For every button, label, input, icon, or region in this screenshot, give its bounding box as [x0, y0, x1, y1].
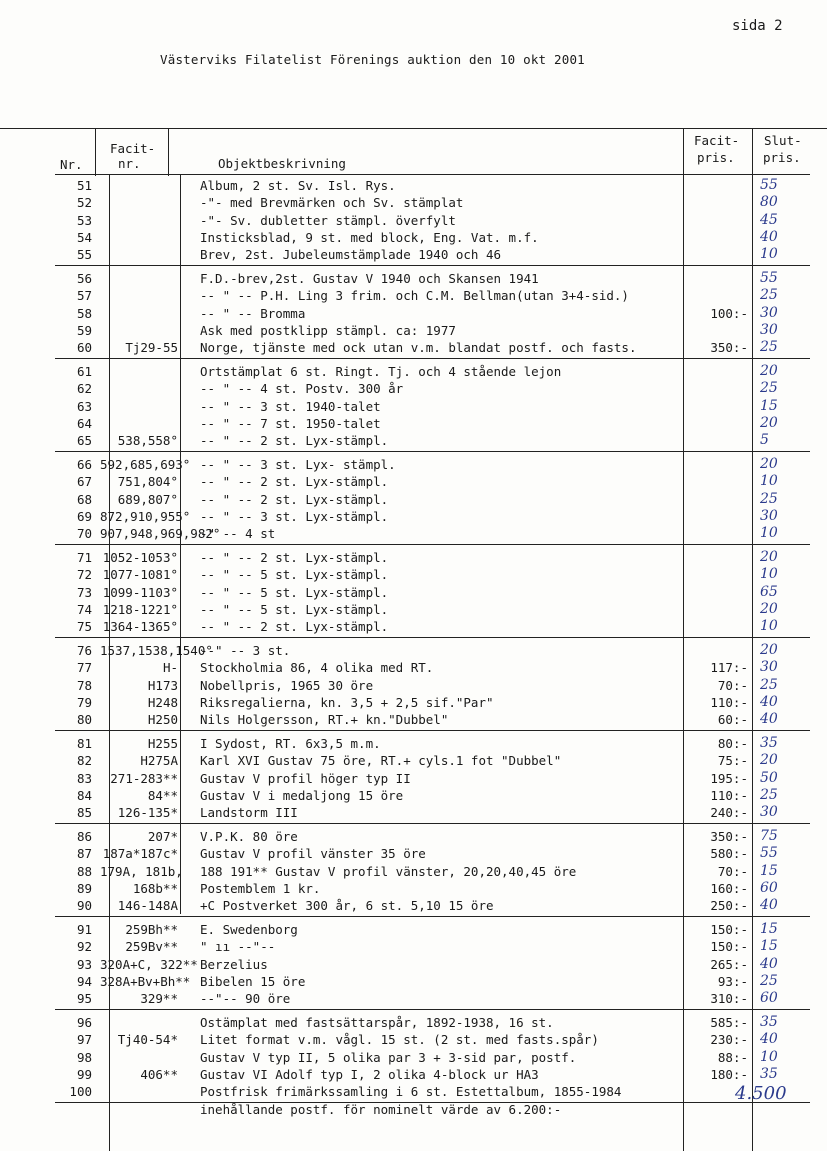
facit-number: 126-135*	[117, 805, 178, 821]
group-separator	[55, 1009, 810, 1010]
lot-number: 61	[76, 364, 92, 379]
object-description: Gustav V i medaljong 15 öre	[200, 787, 404, 803]
final-price: 65	[760, 583, 778, 600]
facit-price: 240:-	[710, 805, 748, 821]
table-row	[0, 711, 827, 728]
table-row	[0, 456, 827, 473]
object-description: Norge, tjänste med ock utan v.m. blandat postf. och fasts.	[200, 340, 637, 356]
final-price: 40	[760, 711, 778, 728]
final-price: 35	[760, 1065, 778, 1082]
object-description: -- " -- 2 st. Lyx-stämpl.	[200, 433, 389, 449]
header-nr: Nr.	[60, 157, 83, 172]
lot-number: 68	[76, 491, 92, 507]
header-top-rule	[0, 128, 827, 129]
object-description: E. Swedenborg	[200, 922, 298, 937]
facit-price: 110:-	[710, 787, 748, 803]
table-row	[0, 473, 827, 490]
table-row	[0, 938, 827, 955]
lot-number: 93	[76, 956, 92, 972]
final-price: 80	[760, 194, 778, 211]
lot-number: 90	[76, 898, 92, 914]
lot-number: 66	[76, 457, 92, 472]
final-price: 45	[760, 211, 778, 228]
facit-number: 592,685,693°	[100, 457, 191, 472]
facit-number: 179A, 181b,	[100, 863, 183, 879]
header-facit-nr-line1: Facit-	[110, 141, 156, 156]
table-row	[0, 525, 827, 542]
final-price: 15	[760, 921, 778, 937]
lot-number: 91	[76, 922, 92, 937]
object-description: Gustav V profil vänster 35 öre	[200, 846, 426, 862]
lot-number: 54	[76, 229, 92, 245]
object-description: inehållande postf. för nominelt värde av 6.200:-	[200, 1101, 562, 1117]
table-row	[0, 415, 827, 432]
table-row	[0, 956, 827, 973]
object-description: Ostämplat med fastsättarspår, 1892-1938, 16 st.	[200, 1015, 554, 1030]
facit-price: 180:-	[710, 1066, 748, 1082]
final-price: 40	[760, 897, 778, 914]
final-price: 40	[760, 955, 778, 972]
lot-number: 76	[76, 643, 92, 658]
facit-number: 872,910,955°	[100, 508, 191, 524]
object-description: -- " -- 5 st. Lyx-stämpl.	[200, 601, 389, 617]
object-description: -" -- 4 st	[200, 526, 276, 542]
lot-number: 65	[76, 433, 92, 449]
facit-price: 585:-	[710, 1015, 748, 1030]
lot-number: 99	[76, 1066, 92, 1082]
final-price: 60	[760, 990, 778, 1007]
facit-number: H-	[162, 660, 178, 676]
object-description: Berzelius	[200, 956, 268, 972]
table-row	[0, 322, 827, 339]
lot-number: 81	[76, 736, 92, 751]
lot-number: 89	[76, 880, 92, 896]
group-separator	[55, 265, 810, 266]
object-description: Bibelen 15 öre	[200, 973, 306, 989]
facit-price: 80:-	[717, 736, 748, 751]
object-description: Gustav V profil höger typ II	[200, 770, 411, 786]
lot-number: 56	[76, 271, 92, 286]
table-row	[0, 752, 827, 769]
table-row	[0, 1101, 827, 1118]
facit-price: 100:-	[710, 305, 748, 321]
facit-price: 195:-	[710, 770, 748, 786]
object-description: V.P.K. 80 öre	[200, 829, 298, 844]
final-price: 15	[760, 397, 778, 414]
object-description: -- " -- 5 st. Lyx-stämpl.	[200, 567, 389, 583]
final-price: 25	[760, 972, 778, 989]
facit-number: 1099-1103°	[102, 584, 178, 600]
lot-number: 88	[76, 863, 92, 879]
final-price: 20	[760, 456, 778, 472]
page-number: sida 2	[732, 18, 783, 34]
table-row	[0, 897, 827, 914]
table-row	[0, 659, 827, 676]
header-objektbeskrivning: Objektbeskrivning	[218, 156, 346, 171]
table-row	[0, 1049, 827, 1066]
document-title: Västerviks Filatelist Förenings auktion den 10 okt 2001	[160, 52, 585, 67]
table-row	[0, 246, 827, 263]
lot-number: 62	[76, 381, 92, 397]
object-description: Postemblem 1 kr.	[200, 880, 321, 896]
facit-number: 1364-1365°	[102, 619, 178, 635]
facit-number: 406**	[140, 1066, 178, 1082]
lot-number: 77	[76, 660, 92, 676]
facit-number: 187a*187c*	[102, 846, 178, 862]
facit-number: 329**	[140, 991, 178, 1007]
final-price: 20	[760, 642, 778, 658]
final-price: 10	[760, 473, 778, 490]
lot-number: 92	[76, 939, 92, 955]
object-description: -"- Sv. dubletter stämpl. överfylt	[200, 212, 456, 228]
final-price: 25	[760, 380, 778, 397]
facit-number: 271-283**	[110, 770, 178, 786]
group-separator	[55, 916, 810, 917]
object-description: -- " -- 2 st. Lyx-stämpl.	[200, 491, 389, 507]
facit-number: 320A+C, 322**	[100, 956, 198, 972]
header-facit-pris-line1: Facit-	[694, 133, 740, 148]
group-separator	[55, 358, 810, 359]
final-price: 25	[760, 287, 778, 304]
object-description: -- " -- 2 st. Lyx-stämpl.	[200, 474, 389, 490]
facit-number: H248	[147, 694, 178, 710]
table-row	[0, 990, 827, 1007]
lot-number: 64	[76, 415, 92, 431]
table-row	[0, 398, 827, 415]
object-description: 188 191** Gustav V profil vänster, 20,20,40,45 öre	[200, 863, 577, 879]
lot-number: 60	[76, 340, 92, 356]
group-separator	[55, 823, 810, 824]
object-description: -- " -- 3 st. 1940-talet	[200, 398, 381, 414]
table-row	[0, 845, 827, 862]
final-price: 40	[760, 1031, 778, 1048]
lot-number: 67	[76, 474, 92, 490]
facit-price: 93:-	[717, 973, 748, 989]
facit-price: 70:-	[717, 677, 748, 693]
facit-number: 751,804°	[117, 474, 178, 490]
lot-number: 63	[76, 398, 92, 414]
lot-number: 55	[76, 247, 92, 263]
col-divider-nr	[95, 128, 96, 176]
facit-number: 146-148A	[117, 898, 178, 914]
group-separator	[55, 1102, 810, 1103]
final-price: 35	[760, 1014, 778, 1030]
table-row	[0, 694, 827, 711]
facit-number: 168b**	[132, 880, 178, 896]
object-description: -- " -- 3 st. Lyx- stämpl.	[200, 457, 396, 472]
facit-price: 60:-	[717, 712, 748, 728]
header-slut-pris-line1: Slut-	[764, 133, 802, 148]
object-description: +C Postverket 300 år, 6 st. 5,10 15 öre	[200, 898, 494, 914]
facit-price: 88:-	[717, 1049, 748, 1065]
total-sum: 4.500	[735, 1083, 787, 1104]
table-row	[0, 1031, 827, 1048]
final-price: 30	[760, 321, 778, 338]
final-price: 30	[760, 304, 778, 321]
object-description: Gustav VI Adolf typ I, 2 olika 4-block ur HA3	[200, 1066, 539, 1082]
lot-number: 69	[76, 508, 92, 524]
table-row	[0, 380, 827, 397]
group-separator	[55, 730, 810, 731]
object-description: F.D.-brev,2st. Gustav V 1940 och Skansen 1941	[200, 271, 539, 286]
table-row	[0, 212, 827, 229]
facit-price: 150:-	[710, 939, 748, 955]
table-row	[0, 677, 827, 694]
lot-number: 94	[76, 973, 92, 989]
lot-number: 74	[76, 601, 92, 617]
table-row	[0, 828, 827, 845]
table-row	[0, 863, 827, 880]
lot-number: 51	[76, 178, 92, 193]
lot-number: 78	[76, 677, 92, 693]
facit-number: H173	[147, 677, 178, 693]
table-row	[0, 508, 827, 525]
table-row	[0, 584, 827, 601]
header-slut-pris-line2: pris.	[763, 150, 801, 165]
lot-number: 80	[76, 712, 92, 728]
final-price: 20	[760, 414, 778, 431]
lot-number: 57	[76, 288, 92, 304]
lot-number: 79	[76, 694, 92, 710]
final-price: 20	[760, 363, 778, 379]
facit-number: Tj40-54*	[117, 1032, 178, 1048]
facit-price: 350:-	[710, 340, 748, 356]
facit-number: 1218-1221°	[102, 601, 178, 617]
lot-number: 82	[76, 753, 92, 769]
final-price: 55	[760, 177, 778, 193]
facit-price: 117:-	[710, 660, 748, 676]
final-price: 55	[760, 270, 778, 286]
lot-number: 59	[76, 322, 92, 338]
table-row	[0, 194, 827, 211]
object-description: Riksregalierna, kn. 3,5 + 2,5 sif."Par"	[200, 694, 494, 710]
lot-number: 73	[76, 584, 92, 600]
facit-number: H250	[147, 712, 178, 728]
lot-number: 100	[69, 1084, 92, 1100]
facit-price: 160:-	[710, 880, 748, 896]
lot-number: 85	[76, 805, 92, 821]
facit-number: 907,948,969,982°	[100, 526, 221, 542]
final-price: 20	[760, 549, 778, 565]
group-separator	[55, 544, 810, 545]
table-row	[0, 339, 827, 356]
final-price: 50	[760, 769, 778, 786]
object-description: -"- med Brevmärken och Sv. stämplat	[200, 195, 464, 211]
object-description: Brev, 2st. Jubeleumstämplade 1940 och 46	[200, 247, 502, 263]
final-price: 10	[760, 246, 778, 263]
facit-number: 259Bv**	[125, 939, 178, 955]
facit-number: 1052-1053°	[102, 550, 178, 565]
facit-price: 250:-	[710, 898, 748, 914]
table-row	[0, 787, 827, 804]
table-row	[0, 601, 827, 618]
final-price: 75	[760, 828, 778, 844]
table-row	[0, 177, 827, 194]
table-row	[0, 305, 827, 322]
facit-number: 689,807°	[117, 491, 178, 507]
facit-price: 310:-	[710, 991, 748, 1007]
final-price: 25	[760, 490, 778, 507]
lot-number: 75	[76, 619, 92, 635]
facit-number: 538,558°	[117, 433, 178, 449]
facit-number: 1077-1081°	[102, 567, 178, 583]
lot-number: 97	[76, 1032, 92, 1048]
final-price: 15	[760, 862, 778, 879]
final-price: 35	[760, 735, 778, 751]
table-row	[0, 432, 827, 449]
facit-price: 265:-	[710, 956, 748, 972]
object-description: -- " -- 2 st. Lyx-stämpl.	[200, 619, 389, 635]
lot-number: 86	[76, 829, 92, 844]
final-price: 5	[760, 432, 769, 449]
object-description: Ask med postklipp stämpl. ca: 1977	[200, 322, 456, 338]
lot-number: 95	[76, 991, 92, 1007]
table-row	[0, 880, 827, 897]
final-price: 55	[760, 845, 778, 862]
lot-number: 83	[76, 770, 92, 786]
table-row	[0, 735, 827, 752]
group-separator	[55, 637, 810, 638]
table-row	[0, 1083, 827, 1100]
facit-number: 259Bh**	[125, 922, 178, 937]
facit-price: 580:-	[710, 846, 748, 862]
final-price: 30	[760, 659, 778, 676]
final-price: 40	[760, 693, 778, 710]
object-description: -- " -- 2 st. Lyx-stämpl.	[200, 550, 389, 565]
final-price: 40	[760, 228, 778, 245]
object-description: Ortstämplat 6 st. Ringt. Tj. och 4 stående lejon	[200, 364, 562, 379]
lot-number: 52	[76, 195, 92, 211]
table-row	[0, 491, 827, 508]
object-description: Postfrisk frimärkssamling i 6 st. Estettalbum, 1855-1984	[200, 1084, 622, 1100]
lot-number: 71	[76, 550, 92, 565]
object-description: --"-- 90 öre	[200, 991, 291, 1007]
object-description: Nobellpris, 1965 30 öre	[200, 677, 374, 693]
facit-price: 150:-	[710, 922, 748, 937]
final-price: 15	[760, 938, 778, 955]
facit-number: 84**	[147, 787, 178, 803]
facit-number: 207*	[147, 829, 178, 844]
final-price: 10	[760, 618, 778, 635]
lot-number: 58	[76, 305, 92, 321]
header-facit-nr-line2: nr.	[118, 156, 141, 171]
lot-number: 87	[76, 846, 92, 862]
object-description: -- " -- 5 st. Lyx-stämpl.	[200, 584, 389, 600]
object-description: -- " -- Bromma	[200, 305, 306, 321]
table-row	[0, 1014, 827, 1031]
final-price: 20	[760, 600, 778, 617]
table-row	[0, 287, 827, 304]
facit-price: 70:-	[717, 863, 748, 879]
lot-number: 53	[76, 212, 92, 228]
final-price: 30	[760, 804, 778, 821]
object-description: -- " -- 7 st. 1950-talet	[200, 415, 381, 431]
table-row	[0, 618, 827, 635]
final-price: 20	[760, 752, 778, 769]
object-description: --" -- 3 st.	[200, 643, 291, 658]
table-row	[0, 549, 827, 566]
final-price: 25	[760, 339, 778, 356]
table-row	[0, 804, 827, 821]
facit-number: Tj29-55	[125, 340, 178, 356]
table-row	[0, 363, 827, 380]
col-divider-facit	[168, 128, 169, 176]
object-description: -- " -- 3 st. Lyx-stämpl.	[200, 508, 389, 524]
table-row	[0, 642, 827, 659]
final-price: 30	[760, 507, 778, 524]
object-description: Stockholmia 86, 4 olika med RT.	[200, 660, 434, 676]
object-description: Album, 2 st. Sv. Isl. Rys.	[200, 178, 396, 193]
object-description: Nils Holgersson, RT.+ kn."Dubbel"	[200, 712, 449, 728]
final-price: 25	[760, 676, 778, 693]
lot-number: 96	[76, 1015, 92, 1030]
lot-number: 84	[76, 787, 92, 803]
final-price: 60	[760, 879, 778, 896]
final-price: 10	[760, 1048, 778, 1065]
lot-number: 98	[76, 1049, 92, 1065]
final-price: 10	[760, 566, 778, 583]
object-description: -- " -- P.H. Ling 3 frim. och C.M. Bellman(utan 3+4-sid.)	[200, 288, 629, 304]
table-row	[0, 973, 827, 990]
facit-price: 350:-	[710, 829, 748, 844]
table-row	[0, 921, 827, 938]
object-description: Landstorm III	[200, 805, 298, 821]
facit-number: H255	[147, 736, 178, 751]
group-separator	[55, 451, 810, 452]
table-row	[0, 229, 827, 246]
facit-number: H275A	[140, 753, 178, 769]
header-facit-pris-line2: pris.	[697, 150, 735, 165]
table-row	[0, 1066, 827, 1083]
object-description: Insticksblad, 9 st. med block, Eng. Vat. m.f.	[200, 229, 539, 245]
facit-price: 230:-	[710, 1032, 748, 1048]
object-description: Karl XVI Gustav 75 öre, RT.+ cyls.1 fot "Dubbel"	[200, 753, 562, 769]
facit-number: 328A+Bv+Bh**	[100, 973, 191, 989]
table-row	[0, 770, 827, 787]
table-row	[0, 566, 827, 583]
object-description: -- " -- 4 st. Postv. 300 år	[200, 381, 404, 397]
lot-number: 72	[76, 567, 92, 583]
object-description: Litet format v.m. vågl. 15 st. (2 st. med fasts.spår)	[200, 1032, 599, 1048]
facit-number: 1537,1538,1540°	[100, 643, 213, 658]
facit-price: 75:-	[717, 753, 748, 769]
lot-number: 70	[76, 526, 92, 542]
object-description: " ıı --"--	[200, 939, 276, 955]
table-row	[0, 270, 827, 287]
object-description: Gustav V typ II, 5 olika par 3 + 3-sid par, postf.	[200, 1049, 577, 1065]
final-price: 10	[760, 525, 778, 542]
final-price: 25	[760, 786, 778, 803]
object-description: I Sydost, RT. 6x3,5 m.m.	[200, 736, 381, 751]
facit-price: 110:-	[710, 694, 748, 710]
